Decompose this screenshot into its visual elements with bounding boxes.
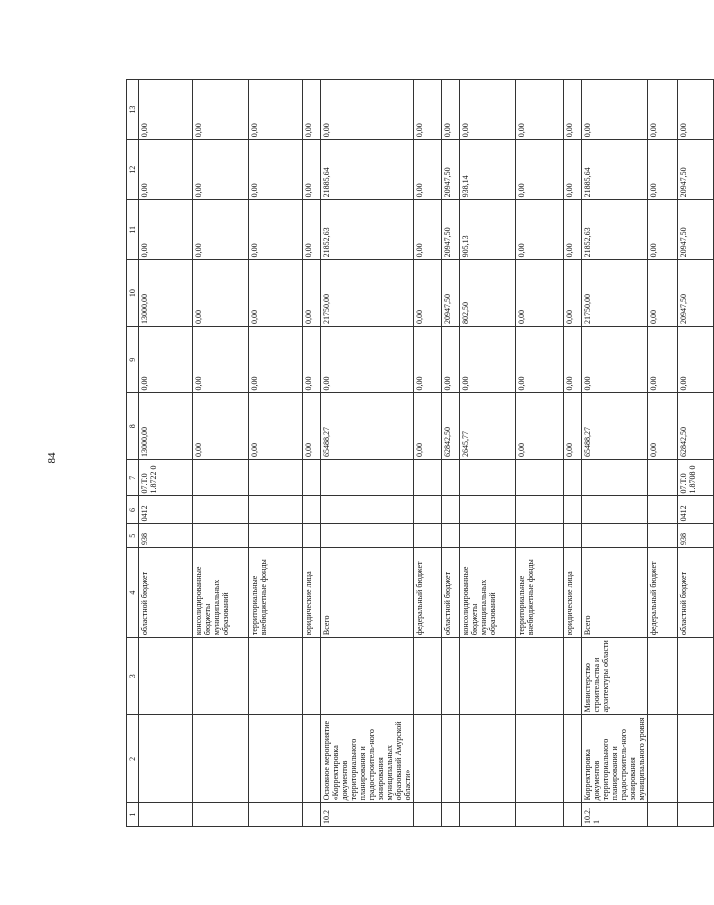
table-cell: 0,00: [414, 393, 442, 460]
table-cell: 0,00: [139, 80, 193, 140]
table-row: [582, 80, 648, 827]
table-cell: [249, 460, 303, 496]
table-cell: [648, 524, 678, 548]
table-cell: 0,00: [648, 80, 678, 140]
table-cell: юридические лица: [303, 547, 321, 637]
table-row: [678, 80, 714, 827]
table-cell: 0,00: [193, 140, 249, 200]
table-row: [249, 80, 303, 827]
table-cell: 0,00: [139, 200, 193, 260]
table-cell: 0,00: [249, 260, 303, 327]
table-cell: 13000,00: [139, 260, 193, 327]
table-cell: 0,00: [193, 326, 249, 393]
table-cell: 62842,50: [678, 393, 714, 460]
table-cell: 0,00: [249, 326, 303, 393]
table-cell: [303, 803, 321, 827]
table-row: [564, 80, 582, 827]
table-cell: 65488,27: [321, 393, 414, 460]
table-cell: 938: [139, 524, 193, 548]
table-cell: [139, 715, 193, 803]
table-cell: консолидированные бюджеты муниципальных образований: [193, 547, 249, 637]
budget-table: [126, 79, 714, 827]
table-cell: территориальные внебюджетные фонды: [249, 547, 303, 637]
table-cell: 10.2.1: [582, 803, 648, 827]
column-number: 10: [127, 260, 139, 327]
column-number: 12: [127, 140, 139, 200]
table-cell: [193, 715, 249, 803]
table-cell: 0,00: [193, 200, 249, 260]
table-cell: Корректировка документов территориального планирования и градостроитель-ного зонирования муниципального уровня: [582, 715, 648, 803]
table-cell: [414, 460, 442, 496]
table-cell: 0,00: [414, 200, 442, 260]
table-row: [193, 80, 249, 827]
column-number: 8: [127, 393, 139, 460]
table-cell: 10.2: [321, 803, 414, 827]
table-cell: [648, 715, 678, 803]
budget-table-rotated: [126, 79, 697, 827]
table-cell: 20947,50: [442, 140, 460, 200]
column-number: 6: [127, 496, 139, 524]
table-cell: [139, 638, 193, 715]
table-cell: [460, 803, 516, 827]
table-cell: [193, 496, 249, 524]
table-cell: [460, 460, 516, 496]
table-cell: [414, 524, 442, 548]
table-row: [516, 80, 564, 827]
table-cell: 20947,50: [442, 260, 460, 327]
table-cell: [303, 638, 321, 715]
table-cell: 0,00: [564, 326, 582, 393]
table-cell: 0,00: [564, 260, 582, 327]
table-cell: территориальные внебюджетные фонды: [516, 547, 564, 637]
table-cell: 938,14: [460, 140, 516, 200]
table-cell: 0,00: [516, 80, 564, 140]
table-row: [303, 80, 321, 827]
table-cell: [564, 496, 582, 524]
table-cell: [648, 638, 678, 715]
table-cell: 13000,00: [139, 393, 193, 460]
table-cell: 2645,77: [460, 393, 516, 460]
table-cell: [564, 524, 582, 548]
table-cell: 0,00: [139, 140, 193, 200]
column-number: 13: [127, 80, 139, 140]
table-cell: 905,13: [460, 200, 516, 260]
table-cell: 0,00: [564, 393, 582, 460]
table-cell: 0,00: [249, 140, 303, 200]
table-cell: [193, 460, 249, 496]
table-cell: 21885,64: [321, 140, 414, 200]
table-cell: 07.Т.0 1.8722 0: [139, 460, 193, 496]
table-cell: [516, 803, 564, 827]
table-cell: [564, 803, 582, 827]
table-cell: консолидированные бюджеты муниципальных образований: [460, 547, 516, 637]
table-cell: [582, 524, 648, 548]
table-cell: 65488,27: [582, 393, 648, 460]
table-cell: 07.Т.0 1.8708 0: [678, 460, 714, 496]
table-cell: Всего: [321, 547, 414, 637]
table-cell: [564, 638, 582, 715]
page-number: 84: [46, 452, 58, 464]
table-cell: [414, 496, 442, 524]
table-cell: 0,00: [516, 393, 564, 460]
table-cell: 0,00: [564, 140, 582, 200]
table-cell: 0,00: [516, 200, 564, 260]
table-cell: 0,00: [303, 140, 321, 200]
table-cell: [564, 715, 582, 803]
table-cell: 0,00: [582, 80, 648, 140]
table-cell: федеральный бюджет: [648, 547, 678, 637]
table-cell: 0,00: [582, 326, 648, 393]
table-cell: юридические лица: [564, 547, 582, 637]
table-cell: [648, 496, 678, 524]
table-cell: 21852,63: [321, 200, 414, 260]
table-cell: [678, 803, 714, 827]
table-cell: [139, 803, 193, 827]
table-row: [648, 80, 678, 827]
table-cell: [460, 715, 516, 803]
table-cell: 0412: [139, 496, 193, 524]
column-number: 11: [127, 200, 139, 260]
table-cell: [678, 715, 714, 803]
table-cell: [648, 460, 678, 496]
table-cell: 0,00: [442, 80, 460, 140]
table-cell: [249, 803, 303, 827]
table-cell: 0,00: [193, 393, 249, 460]
table-cell: 0,00: [321, 80, 414, 140]
table-cell: [303, 496, 321, 524]
table-cell: 0,00: [564, 80, 582, 140]
table-cell: [321, 524, 414, 548]
table-row: [442, 80, 460, 827]
table-cell: [442, 496, 460, 524]
column-number: 1: [127, 803, 139, 827]
table-cell: областной бюджет: [442, 547, 460, 637]
table-cell: 0,00: [303, 326, 321, 393]
table-cell: 0,00: [321, 326, 414, 393]
table-cell: [516, 524, 564, 548]
table-cell: 21885,64: [582, 140, 648, 200]
table-cell: 802,50: [460, 260, 516, 327]
table-cell: 0,00: [414, 326, 442, 393]
table-cell: 0412: [678, 496, 714, 524]
table-cell: 0,00: [564, 200, 582, 260]
table-cell: [678, 638, 714, 715]
table-cell: [516, 496, 564, 524]
column-number: 3: [127, 638, 139, 715]
table-cell: [442, 803, 460, 827]
column-number: 2: [127, 715, 139, 803]
table-cell: [516, 638, 564, 715]
table-cell: 0,00: [414, 80, 442, 140]
table-cell: 0,00: [516, 140, 564, 200]
table-cell: [249, 496, 303, 524]
table-cell: [442, 524, 460, 548]
table-cell: областной бюджет: [678, 547, 714, 637]
table-cell: [442, 638, 460, 715]
column-number: 5: [127, 524, 139, 548]
table-cell: 0,00: [648, 326, 678, 393]
table-cell: 20947,50: [678, 140, 714, 200]
table-cell: 938: [678, 524, 714, 548]
table-cell: Министерство строительства и архитектуры области: [582, 638, 648, 715]
table-cell: 0,00: [303, 393, 321, 460]
table-cell: Основное мероприятие «Корректировка документов территориального планирования и градостроитель-ного зонирования муниципальных образований Амурской области»: [321, 715, 414, 803]
table-cell: [460, 524, 516, 548]
table-cell: 0,00: [648, 200, 678, 260]
table-cell: федеральный бюджет: [414, 547, 442, 637]
table-cell: 62842,50: [442, 393, 460, 460]
table-cell: 0,00: [516, 326, 564, 393]
table-cell: 0,00: [648, 393, 678, 460]
table-cell: [582, 496, 648, 524]
table-row: [139, 80, 193, 827]
table-cell: Всего: [582, 547, 648, 637]
table-cell: [303, 524, 321, 548]
table-cell: [460, 496, 516, 524]
table-cell: 0,00: [648, 260, 678, 327]
table-cell: 0,00: [678, 326, 714, 393]
table-cell: 0,00: [648, 140, 678, 200]
table-cell: 0,00: [139, 326, 193, 393]
table-cell: [648, 803, 678, 827]
table-cell: [303, 715, 321, 803]
table-cell: 0,00: [249, 393, 303, 460]
table-cell: [321, 496, 414, 524]
table-row: [460, 80, 516, 827]
table-cell: [460, 638, 516, 715]
table-cell: 0,00: [460, 326, 516, 393]
table-cell: [193, 638, 249, 715]
table-cell: 0,00: [249, 200, 303, 260]
table-cell: 21852,63: [582, 200, 648, 260]
table-cell: [193, 524, 249, 548]
table-cell: 0,00: [414, 140, 442, 200]
table-cell: 0,00: [414, 260, 442, 327]
table-cell: [249, 715, 303, 803]
table-cell: [303, 460, 321, 496]
table-cell: 0,00: [442, 326, 460, 393]
table-cell: 21750,00: [321, 260, 414, 327]
table-cell: 20947,50: [678, 200, 714, 260]
table-cell: [414, 715, 442, 803]
header-row: [127, 80, 139, 827]
table-cell: 0,00: [303, 260, 321, 327]
table-cell: 0,00: [303, 80, 321, 140]
column-number: 7: [127, 460, 139, 496]
table-row: [321, 80, 414, 827]
table-cell: [442, 715, 460, 803]
table-cell: [321, 638, 414, 715]
table-cell: [516, 460, 564, 496]
table-cell: [442, 460, 460, 496]
table-cell: 0,00: [193, 260, 249, 327]
table-cell: 0,00: [678, 80, 714, 140]
table-cell: [193, 803, 249, 827]
table-cell: 0,00: [460, 80, 516, 140]
table-cell: [414, 803, 442, 827]
table-cell: 0,00: [303, 200, 321, 260]
table-cell: областной бюджет: [139, 547, 193, 637]
table-cell: [582, 460, 648, 496]
table-cell: [516, 715, 564, 803]
table-cell: [564, 460, 582, 496]
column-number: 9: [127, 326, 139, 393]
table-cell: 0,00: [516, 260, 564, 327]
table-cell: [414, 638, 442, 715]
table-cell: 21750,00: [582, 260, 648, 327]
table-row: [414, 80, 442, 827]
table-cell: 0,00: [249, 80, 303, 140]
table-cell: [249, 524, 303, 548]
table-cell: 0,00: [193, 80, 249, 140]
column-number: 4: [127, 547, 139, 637]
table-cell: 20947,50: [678, 260, 714, 327]
table-cell: 20947,50: [442, 200, 460, 260]
table-cell: [249, 638, 303, 715]
table-cell: [321, 460, 414, 496]
